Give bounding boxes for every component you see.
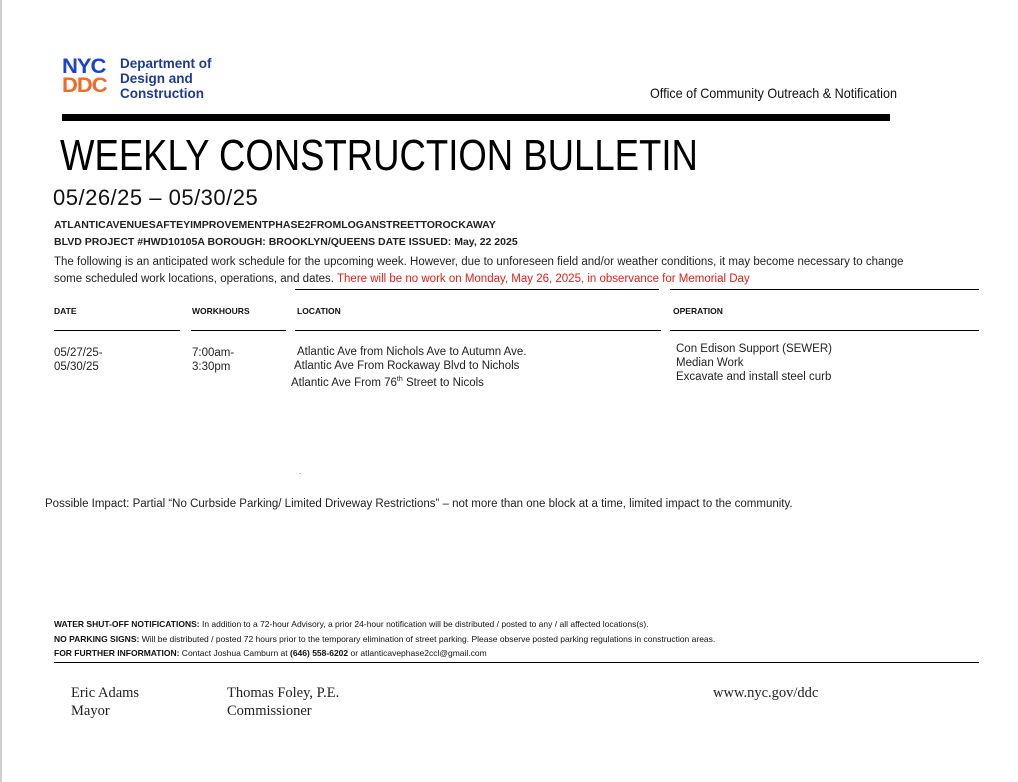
row-workhours-line-2: 3:30pm [192, 361, 231, 373]
project-line-1: ATLANTICAVENUESAFTEYIMPROVEMENTPHASE2FROMLOGANSTREETTOROCKAWAY [54, 219, 496, 231]
office-name: Office of Community Outreach & Notification [650, 85, 897, 101]
note-info-phone: (646) 558-6202 [290, 648, 349, 658]
intro-paragraph [54, 254, 934, 288]
no-work-notice: There will be no work on Monday, May 26, 2025, in observance for Memorial Day [337, 273, 750, 285]
note-water-label: WATER SHUT-OFF NOTIFICATIONS: [54, 619, 200, 629]
nyc-ddc-logo [62, 57, 114, 99]
bulletin-title: WEEKLY CONSTRUCTION BULLETIN [60, 131, 698, 180]
col-header-operation: OPERATION [673, 306, 723, 316]
note-info [54, 648, 487, 658]
row-date-line-2: 05/30/25 [54, 361, 99, 373]
header-divider [62, 114, 890, 121]
note-water [54, 619, 649, 629]
note-parking-text: Will be distributed / posted 72 hours prior to the temporary elimination of street parking. Please observe posted parking regulations in construction areas. [139, 634, 716, 644]
row-location-3-sup: th [396, 376, 403, 383]
date-range: 05/26/25 – 05/30/25 [53, 185, 259, 210]
row-workhours-line-1: 7:00am- [192, 347, 235, 359]
header-rule-workhours [191, 330, 286, 331]
row-location-2: Atlantic Ave From Rockaway Blvd to Nichols [294, 360, 520, 372]
logo-ddc-text: DDC [62, 74, 107, 97]
commissioner-name: Thomas Foley, P.E. [227, 685, 340, 701]
row-location-1: Atlantic Ave from Nichols Ave to Autumn Ave. [297, 346, 527, 358]
project-line-2: BLVD PROJECT #HWD10105A BOROUGH: BROOKLYN/QUEENS DATE ISSUED: May, 22 2025 [54, 236, 518, 248]
note-info-label: FOR FURTHER INFORMATION: [54, 648, 180, 658]
col-header-workhours: WORKHOURS [192, 306, 250, 316]
mayor-title: Mayor [71, 703, 110, 719]
footer-divider [54, 662, 979, 663]
note-parking-label: NO PARKING SIGNS: [54, 634, 140, 644]
commissioner-title: Commissioner [227, 703, 312, 719]
operation-3: Excavate and install steel curb [676, 371, 832, 383]
operation-2: Median Work [676, 357, 744, 369]
department-line-1: Department of [120, 56, 212, 71]
note-info-text: Contact Joshua Camburn at [179, 648, 290, 658]
stray-mark: . [299, 467, 302, 476]
header-rule-operation [670, 330, 979, 331]
page-border [0, 0, 2, 782]
department-line-2: Design and [120, 71, 193, 86]
logo-nyc-text: NYC [62, 55, 106, 78]
website-link[interactable]: www.nyc.gov/ddc [713, 685, 819, 701]
row-location-3-post: Street to Nicols [402, 376, 484, 389]
row-operations [676, 342, 832, 384]
commissioner-signature [227, 684, 339, 720]
row-date [54, 346, 103, 374]
row-workhours [192, 346, 234, 374]
header-rule-location [295, 330, 661, 331]
note-parking [54, 634, 715, 644]
col-header-location: LOCATION [297, 306, 341, 316]
note-info-email: or atlanticavephase2ccl@gmail.com [348, 648, 487, 658]
possible-impact: Possible Impact: Partial “No Curbside Parking/ Limited Driveway Restrictions” – not more than one block at a time, limited impact to the community. [45, 498, 793, 510]
row-location-3-pre: Atlantic Ave From 76 [291, 376, 397, 389]
row-location-3 [291, 373, 484, 390]
mayor-signature [71, 684, 139, 720]
department-name [120, 56, 212, 101]
intro-text: The following is an anticipated work schedule for the upcoming week. However, due to unforeseen field and/or weather conditions, it may become necessary to change some scheduled work locations, operations, and dates. [54, 256, 904, 285]
table-top-rule-operation [670, 289, 979, 290]
table-top-rule-location [295, 289, 659, 290]
department-line-3: Construction [120, 86, 204, 101]
col-header-date: DATE [54, 306, 77, 316]
row-date-line-1: 05/27/25- [54, 347, 103, 359]
header-rule-date [54, 330, 180, 331]
note-water-text: In addition to a 72-hour Advisory, a prior 24-hour notification will be distributed / posted to any / all affected locations(s). [199, 619, 649, 629]
mayor-name: Eric Adams [71, 685, 140, 701]
operation-1: Con Edison Support (SEWER) [676, 343, 832, 355]
